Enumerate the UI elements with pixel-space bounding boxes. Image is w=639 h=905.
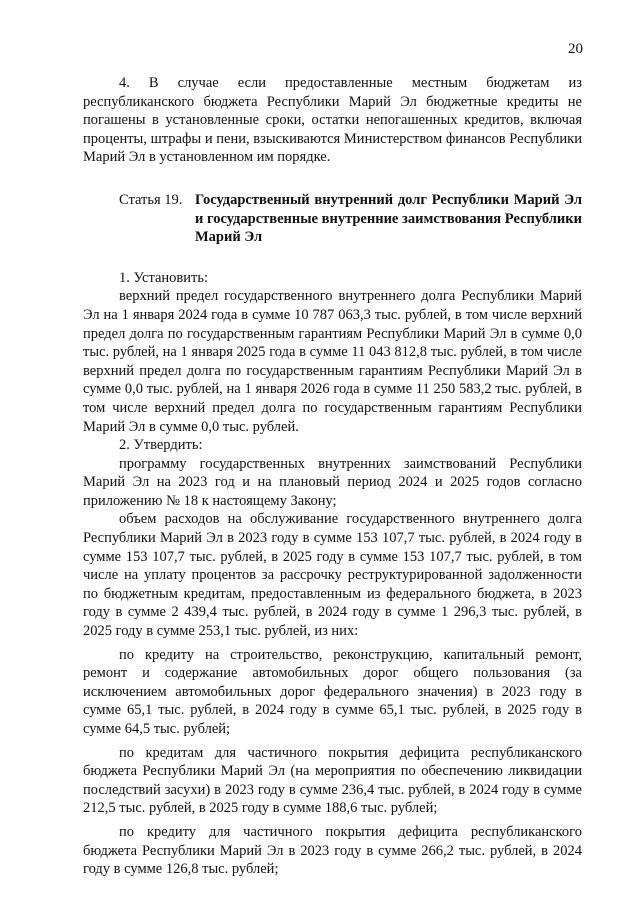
article-title: Государственный внутренний долг Республики Марий Эл и государственные внутренние заимствования Республики Марий Эл xyxy=(195,191,582,246)
document-body xyxy=(83,74,582,879)
article-heading xyxy=(83,191,582,247)
point-1-text: верхний предел государственного внутреннего долга Республики Марий Эл на 1 января 2024 года в сумме 10 787 063,3 тыс. рублей, в том числе верхний предел долга по государственным гарантиям Республики Марий Эл в сумме 0,0 тыс. рублей, на 1 января 2025 года в сумме 11 043 812,8 тыс. рублей, в том числе верхний предел долга по государственным гарантиям Республики Марий Эл в сумме 0,0 тыс. рублей, на 1 января 2026 года в сумме 11 250 583,2 тыс. рублей, в том числе верхний предел долга по государственным гарантиям Республики Марий Эл в сумме 0,0 тыс. рублей. xyxy=(83,288,582,435)
paragraph-item-4: 4. В случае если предоставленные местным бюджетам из республиканского бюджета Республики Марий Эл бюджетные кредиты не погашены в установленные сроки, остатки непогашенных кредитов, включая проценты, штрафы и пени, взыскиваются Министерством финансов Республики Марий Эл в установленном им порядке. xyxy=(83,75,582,166)
sub-item-road-credit: по кредиту на строительство, реконструкцию, капитальный ремонт, ремонт и содержание автомобильных дорог общего пользования (за исключением автомобильных дорог федерального значения) в 2023 году в сумме 65,1 тыс. рублей, в 2024 году в сумме 65,1 тыс. рублей, в 2025 году в сумме 64,5 тыс. рублей; xyxy=(83,646,582,737)
page-number: 20 xyxy=(568,41,583,57)
sub-item-drought-credit: по кредитам для частичного покрытия дефицита республиканского бюджета Республики Марий Эл (на мероприятия по обеспечению ликвидации последствий засухи) в 2023 году в сумме 236,4 тыс. рублей, в 2024 году в сумме 212,5 тыс. рублей, в 2025 году в сумме 188,6 тыс. рублей; xyxy=(83,744,582,817)
point-2-program: программу государственных внутренних заимствований Республики Марий Эл на 2023 год и на плановый период 2024 и 2025 годов согласно приложению № 18 к настоящему Закону; xyxy=(83,455,582,509)
point-2-heading: 2. Утвердить: xyxy=(119,437,203,454)
sub-item-deficit-credit: по кредиту для частичного покрытия дефицита республиканского бюджета Республики Марий Эл в 2023 году в сумме 266,2 тыс. рублей, в 2024 году в сумме 126,8 тыс. рублей; xyxy=(83,823,582,878)
point-1-heading: 1. Установить: xyxy=(119,269,209,286)
point-2-expenses: объем расходов на обслуживание государственного внутреннего долга Республики Марий Эл в 2023 году в сумме 153 107,7 тыс. рублей, в 2024 году в сумме 153 107,7 тыс. рублей, в 2025 году в сумме 153 107,7 тыс. рублей, в том числе на уплату процентов за рассрочку реструктурированной задолженности по бюджетным кредитам, предоставленным из федерального бюджета, в 2023 году в сумме 2 439,4 тыс. рублей, в 2024 году в сумме 1 296,3 тыс. рублей, в 2025 году в сумме 253,1 тыс. рублей, из них: xyxy=(83,511,582,640)
article-number: Статья 19. xyxy=(119,191,183,208)
